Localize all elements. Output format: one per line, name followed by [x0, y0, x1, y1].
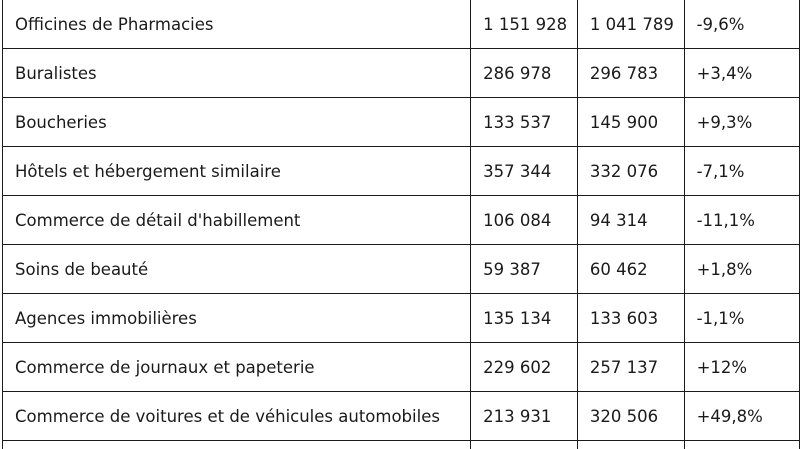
- value-a: 59 387: [471, 245, 578, 294]
- empty-cell: [471, 441, 578, 449]
- change-percent: +9,3%: [684, 98, 799, 147]
- row-label: Commerce de journaux et papeterie: [3, 343, 471, 392]
- value-b: 320 506: [577, 392, 684, 441]
- value-b: 296 783: [577, 49, 684, 98]
- table-row: [3, 147, 800, 196]
- value-a: 1 151 928: [471, 0, 578, 49]
- row-label: Agences immobilières: [3, 294, 471, 343]
- table-row: [3, 294, 800, 343]
- change-percent: -1,1%: [684, 294, 799, 343]
- value-b: 94 314: [577, 196, 684, 245]
- empty-cell: [684, 441, 799, 449]
- table-row: [3, 196, 800, 245]
- table-row: [3, 49, 800, 98]
- row-label: Soins de beauté: [3, 245, 471, 294]
- value-a: 229 602: [471, 343, 578, 392]
- table-row: [3, 98, 800, 147]
- value-a: 106 084: [471, 196, 578, 245]
- table-row: [3, 0, 800, 49]
- change-percent: +49,8%: [684, 392, 799, 441]
- value-a: 213 931: [471, 392, 578, 441]
- empty-cell: [3, 441, 471, 449]
- value-b: 145 900: [577, 98, 684, 147]
- table-row: [3, 343, 800, 392]
- empty-cell: [577, 441, 684, 449]
- change-percent: +12%: [684, 343, 799, 392]
- table-row: [3, 392, 800, 441]
- table-row: [3, 245, 800, 294]
- value-a: 357 344: [471, 147, 578, 196]
- data-table: [2, 0, 800, 449]
- change-percent: +1,8%: [684, 245, 799, 294]
- value-b: 133 603: [577, 294, 684, 343]
- value-b: 257 137: [577, 343, 684, 392]
- row-label: Buralistes: [3, 49, 471, 98]
- change-percent: +3,4%: [684, 49, 799, 98]
- value-b: 60 462: [577, 245, 684, 294]
- row-label: Boucheries: [3, 98, 471, 147]
- row-label: Officines de Pharmacies: [3, 0, 471, 49]
- value-a: 286 978: [471, 49, 578, 98]
- change-percent: -7,1%: [684, 147, 799, 196]
- row-label: Commerce de voitures et de véhicules automobiles: [3, 392, 471, 441]
- change-percent: -9,6%: [684, 0, 799, 49]
- value-b: 332 076: [577, 147, 684, 196]
- row-label: Commerce de détail d'habillement: [3, 196, 471, 245]
- row-label: Hôtels et hébergement similaire: [3, 147, 471, 196]
- value-a: 135 134: [471, 294, 578, 343]
- value-a: 133 537: [471, 98, 578, 147]
- change-percent: -11,1%: [684, 196, 799, 245]
- value-b: 1 041 789: [577, 0, 684, 49]
- table-row-empty: [3, 441, 800, 449]
